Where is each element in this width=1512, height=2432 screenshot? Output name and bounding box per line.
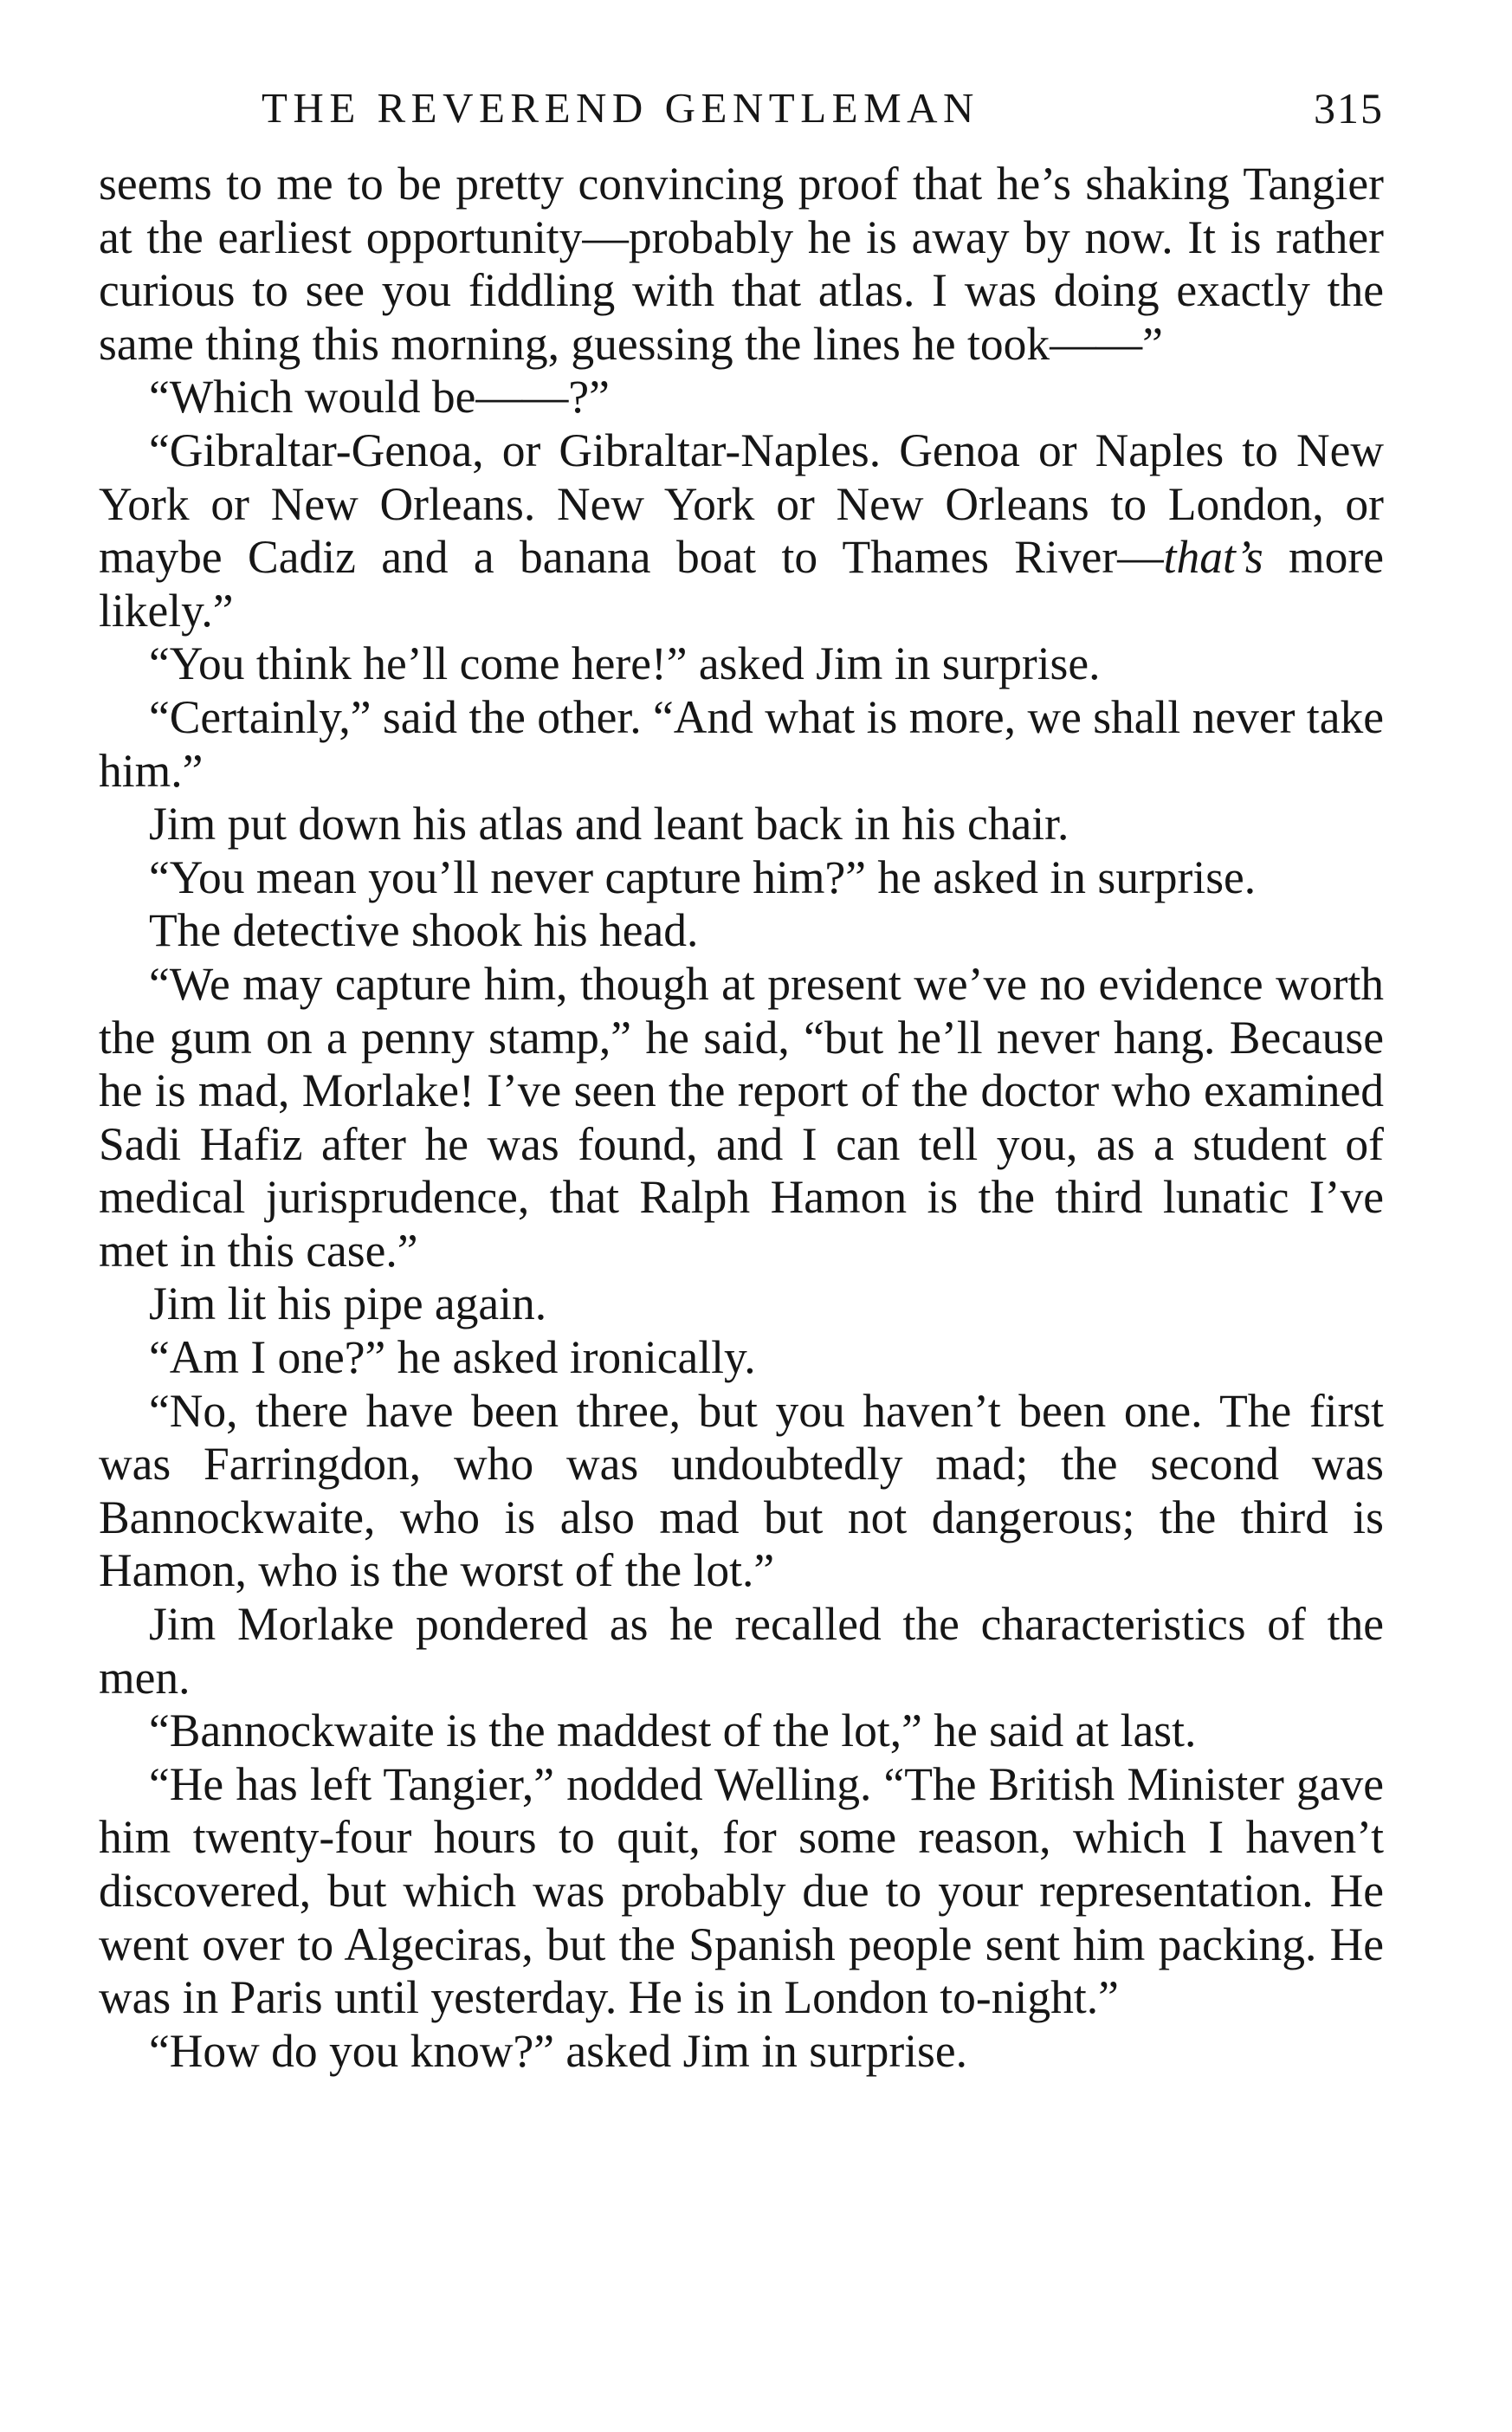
page-header bbox=[99, 83, 1384, 147]
paragraph: “You mean you’ll never capture him?” he asked in surprise. bbox=[149, 851, 1257, 903]
paragraph: “No, there have been three, but you haven’t been one. The first was Farringdon, who was undoubtedly mad; the second was Bannockwaite, who is also mad but not dangerous; the third is Hamon, who is the worst of the lot.” bbox=[99, 1384, 1384, 1597]
paragraph-text-end: more likely.” bbox=[99, 531, 1384, 637]
page-number: 315 bbox=[1314, 84, 1384, 133]
paragraph: “We may capture him, though at present we’ve no evidence worth the gum on a penny stamp,” he said, “but he’ll never hang. Because he is mad, Morlake! I’ve seen the report of the doctor who examined Sadi Hafiz after he was found, and I can tell you, as a student of medical jurisprudence, that Ralph Hamon is the third lunatic I’ve met in this case.” bbox=[99, 957, 1384, 1277]
running-title: THE REVEREND GENTLEMAN bbox=[262, 84, 979, 132]
paragraph: The detective shook his head. bbox=[149, 904, 699, 957]
body-text bbox=[99, 158, 1384, 2078]
paragraph: Jim put down his atlas and leant back in his chair. bbox=[149, 798, 1069, 851]
paragraph: “How do you know?” asked Jim in surprise. bbox=[149, 2024, 968, 2077]
paragraph-text: “Gibraltar-Genoa, or Gibraltar-Naples. Genoa or Naples to New York or New Orleans. New York or New Orleans to London, or maybe Cadiz and a banana boat to Thames River— bbox=[99, 424, 1384, 584]
paragraph: Jim lit his pipe again. bbox=[149, 1277, 547, 1330]
paragraph: “Which would be——?” bbox=[149, 371, 610, 424]
italic-phrase: that’s bbox=[1163, 531, 1263, 584]
paragraph: “He has left Tangier,” nodded Welling. “The British Minister gave him twenty-four hours to quit, for some reason, which I haven’t discovered, but which was probably due to your representation. He went over to Algeciras, but the Spanish people sent him packing. He was in Paris until yesterday. He is in London to-night.” bbox=[99, 1757, 1384, 2024]
paragraph: seems to me to be pretty convincing proof that he’s shaking Tangier at the earliest opportunity—probably he is away by now. It is rather curious to see you fiddling with that atlas. I was doing exactly the same thing this morning, guessing the lines he took——” bbox=[99, 158, 1384, 370]
paragraph: Jim Morlake pondered as he recalled the characteristics of the men. bbox=[99, 1598, 1384, 1704]
paragraph bbox=[99, 424, 1384, 637]
paragraph: “Certainly,” said the other. “And what is more, we shall never take him.” bbox=[99, 690, 1384, 797]
book-page bbox=[99, 83, 1384, 2078]
paragraph: “Am I one?” he asked ironically. bbox=[149, 1331, 756, 1384]
paragraph: “Bannockwaite is the maddest of the lot,” he said at last. bbox=[149, 1704, 1197, 1757]
paragraph: “You think he’ll come here!” asked Jim in surprise. bbox=[149, 637, 1101, 690]
